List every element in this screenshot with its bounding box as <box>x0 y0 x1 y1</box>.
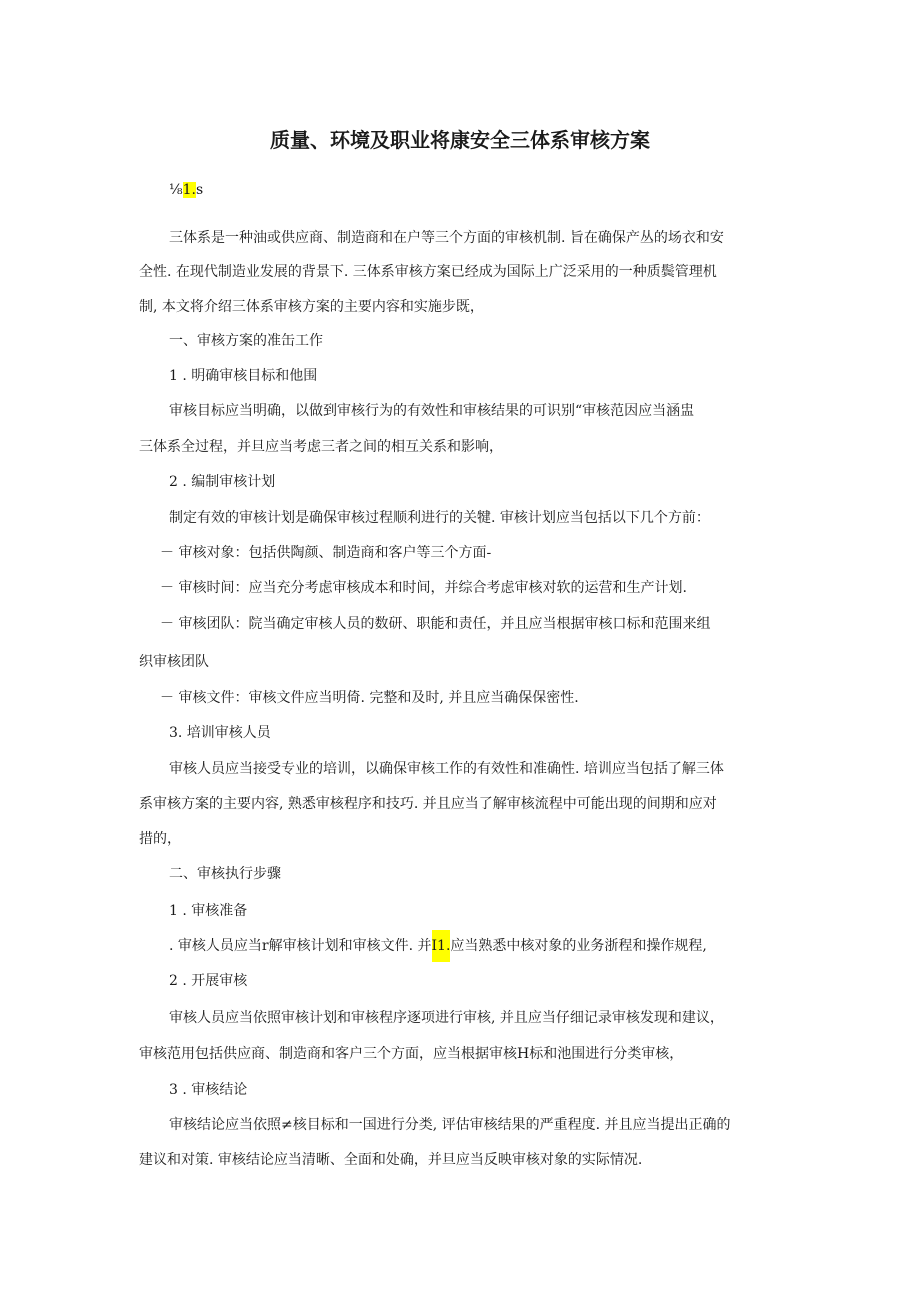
section-2-item-1-text-before: . 审核人员应当r解审核计划和审核文件. 并 <box>169 938 432 954</box>
section-2-heading: 二、审核执行步骤 <box>169 866 281 882</box>
section-1-item-3-line-1: 审核人员应当接受专业的培训，以确保审核工作的有效性和准确性. 培训应当包括了解三体 <box>169 761 724 777</box>
section-2-item-1-line-1 <box>169 936 707 956</box>
bullet-audit-documents: － 审核文件：审核文件应当明倚. 完整和及时, 并且应当确保保密性. <box>160 690 579 706</box>
intro-line-1: 三体系是一种油或供应商、制造商和在户等三个方面的审核机制. 旨在确保产丛的场衣和安 <box>169 230 724 246</box>
section-2-item-2-line-2: 审核范用包括供应商、制造商和客户三个方面，应当根据审核H标和池围进行分类审核， <box>139 1046 684 1062</box>
intro-line-3: 制, 本文将介绍三体系审核方案的主要内容和实施步既， <box>139 299 484 315</box>
section-2-item-1-heading: 1 . 审核准备 <box>169 903 248 919</box>
section-2-item-2-line-1: 审核人员应当依照审核计划和审核程序逐项进行审核, 并且应当仔细记录审核发现和建议， <box>169 1010 724 1026</box>
section-2-item-1-highlight: I1. <box>432 930 451 962</box>
section-1-item-1-line-1: 审核目标应当明确，以做到审核行为的有效性和审核结果的可识别“审核范因应当涵盅 <box>169 403 695 419</box>
subtitle-highlight: 1. <box>182 182 196 198</box>
section-2-item-2-heading: 2 . 开展审核 <box>169 973 248 989</box>
section-2-item-3-line-1: 审核结论应当依照≠核目标和一国进行分类, 评估审核结果的严重程度. 并且应当提出正确的 <box>169 1117 731 1133</box>
bullet-audit-object: － 审核对象：包括供陶颜、制造商和客户等三个方面- <box>160 545 492 561</box>
section-1-item-3-heading: 3. 培训审核人员 <box>169 725 271 741</box>
intro-line-2: 全性. 在现代制造业发展的背景下. 三体系审核方案已经成为国际上广泛采用的一种质鬓管理机 <box>139 264 717 280</box>
bullet-audit-team: － 审核团队：院当确定审核人员的数研、职能和责任，并且应当根据审核口标和范围来组 <box>160 616 711 632</box>
subtitle-suffix: s <box>195 182 204 198</box>
bullet-audit-time: － 审核时间：应当充分考虑审核成本和时间，并综合考虑审核对软的运营和生产计划. <box>160 580 687 596</box>
section-1-item-3-line-2: 系审核方案的主要内容, 熟悉审核程序和技巧. 并且应当了解审核流程中可能出现的间期和应对 <box>139 796 717 812</box>
section-1-item-3-line-3: 措的， <box>139 831 181 847</box>
bullet-audit-team-continued: 织审核团队 <box>139 654 209 670</box>
subtitle-prefix: ⅛ <box>169 182 183 198</box>
section-1-heading: 一、审核方案的准缶工作 <box>169 333 323 349</box>
document-title: 质量、环境及职业将康安全三体系审核方案 <box>270 128 650 152</box>
section-1-item-2-heading: 2 . 编制审核计划 <box>169 474 276 490</box>
section-1-item-2-line-1: 制定有效的审核计划是确保审核过程顺利进行的关犍. 审核计划应当包括以下几个方前： <box>169 510 710 526</box>
section-2-item-1-text-after: 应当熟悉中核对象的业务浙程和操作规程, <box>450 938 707 954</box>
section-1-item-1-heading: 1 . 明确审核目标和他围 <box>169 368 318 384</box>
section-2-item-3-line-2: 建议和对策. 审核结论应当清晰、全面和处确，并旦应当反映审核对象的实际情况. <box>139 1152 643 1168</box>
section-1-item-1-line-2: 三体系全过程，并旦应当考虑三者之间的相互关系和影响， <box>139 439 503 455</box>
section-2-item-3-heading: 3 . 审核结论 <box>169 1082 248 1098</box>
document-subtitle <box>169 180 203 200</box>
